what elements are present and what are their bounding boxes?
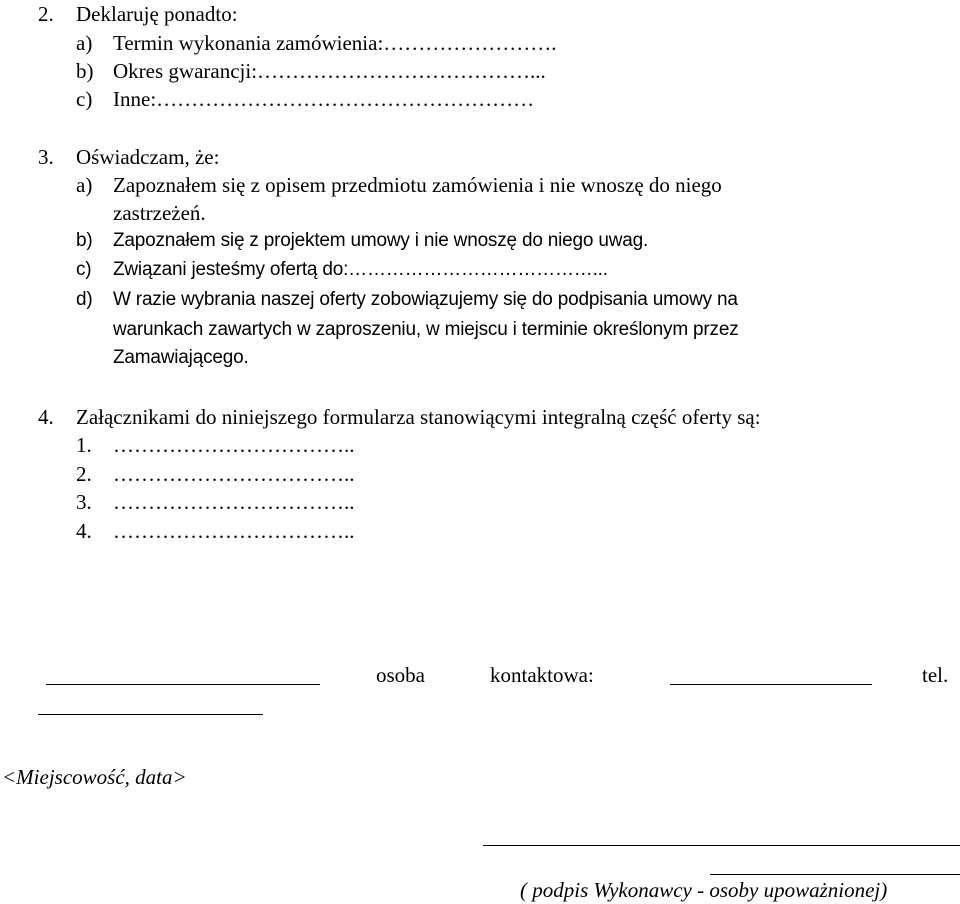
- section-2-item-c-letter: c): [76, 87, 93, 111]
- signature-label: ( podpis Wykonawcy - osoby upoważnionej): [520, 878, 888, 902]
- section-3-number: 3.: [38, 145, 54, 169]
- signature-underline: [710, 874, 960, 875]
- section-3-item-c-text: Związani jesteśmy ofertą do:…………………………………...: [113, 259, 608, 280]
- contact-kontaktowa-label: kontaktowa:: [490, 663, 594, 687]
- contact-person-line: [670, 684, 872, 685]
- section-3-item-c-letter: c): [76, 259, 92, 280]
- section-3-item-a-letter: a): [76, 173, 93, 197]
- place-date-line: [46, 684, 320, 685]
- section-3-item-b-text: Zapoznałem się z projektem umowy i nie wnoszę do niego uwag.: [113, 230, 649, 251]
- section-2-item-c-text: Inne:………………………………………………: [113, 87, 535, 111]
- section-3-item-d-line2: warunkach zawartych w zaproszeniu, w miejscu i terminie określonym przez: [113, 319, 739, 340]
- attachment-1-field: ……………………………..: [113, 433, 355, 457]
- section-3-heading: Oświadczam, że:: [76, 145, 220, 169]
- section-4-heading: Załącznikami do niniejszego formularza stanowiącymi integralną część oferty są:: [76, 405, 761, 429]
- section-3-item-d-line1: W razie wybrania naszej oferty zobowiązujemy się do podpisania umowy na: [113, 289, 738, 310]
- contact-osoba-label: osoba: [376, 663, 425, 687]
- section-2-item-a-text: Termin wykonania zamówienia:…………………….: [113, 31, 557, 55]
- section-3-item-a-line1: Zapoznałem się z opisem przedmiotu zamówienia i nie wnoszę do niego: [113, 173, 722, 197]
- section-2-item-b-text: Okres gwarancji:…………………………………...: [113, 59, 546, 83]
- section-2-item-b-letter: b): [76, 59, 94, 83]
- section-2-item-a-letter: a): [76, 31, 93, 55]
- attachment-4-number: 4.: [76, 519, 92, 543]
- section-2-heading: Deklaruję ponadto:: [76, 2, 238, 26]
- section-3-item-a-line2: zastrzeżeń.: [113, 201, 206, 225]
- attachment-3-field: ……………………………..: [113, 490, 355, 514]
- attachment-3-number: 3.: [76, 490, 92, 514]
- attachment-4-field: ……………………………..: [113, 519, 355, 543]
- place-date-label: <Miejscowość, data>: [2, 765, 187, 789]
- section-3-item-d-line3: Zamawiającego.: [113, 347, 249, 368]
- attachment-2-number: 2.: [76, 462, 92, 486]
- signature-line: [483, 845, 960, 846]
- section-2-number: 2.: [38, 2, 54, 26]
- telephone-line: [38, 714, 263, 715]
- attachment-2-field: ……………………………..: [113, 462, 355, 486]
- section-3-item-b-letter: b): [76, 230, 93, 251]
- section-3-item-d-letter: d): [76, 289, 93, 310]
- attachment-1-number: 1.: [76, 433, 92, 457]
- contact-tel-label: tel.: [922, 663, 949, 687]
- section-4-number: 4.: [38, 405, 54, 429]
